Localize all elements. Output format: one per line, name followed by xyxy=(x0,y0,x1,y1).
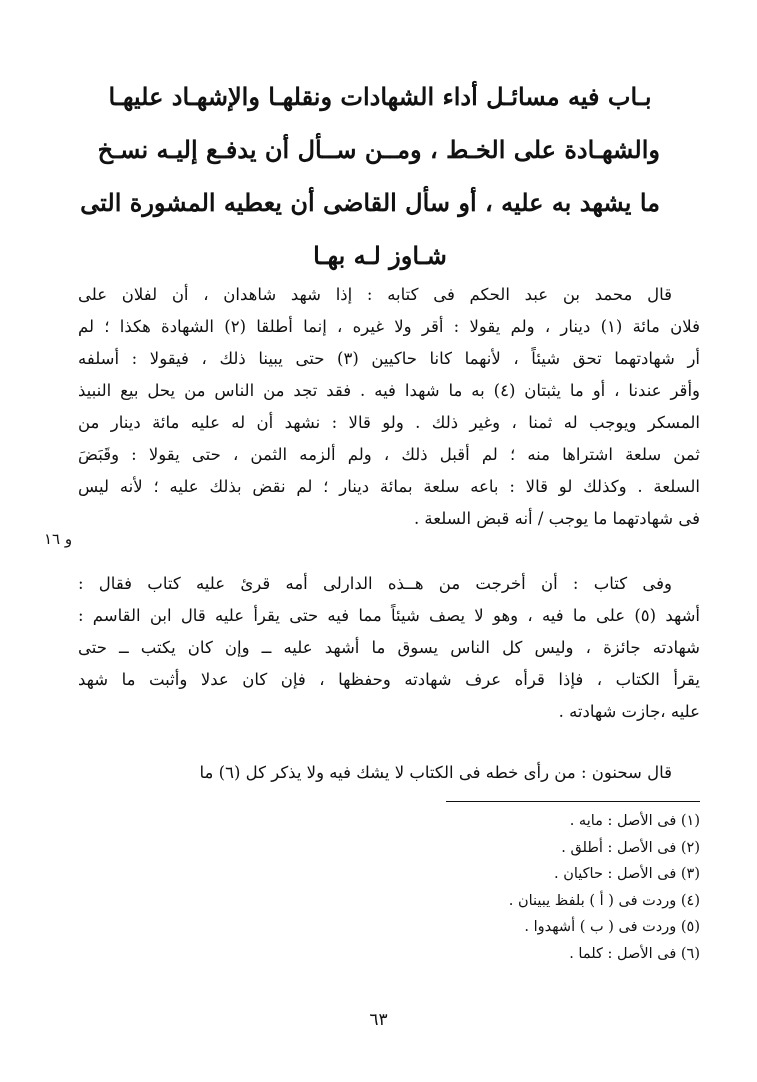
text-line: عليه ،جازت شهادته . xyxy=(558,702,700,721)
text-line: فى شهادتهما ما يوجب / أنه قبض السلعة . xyxy=(413,509,700,528)
title-line: ما يشهد به عليه ، أو سأل القاضى أن يعطيه المشورة التى xyxy=(80,188,660,217)
footnotes xyxy=(380,808,700,967)
text-line: يقرأ الكتاب ، فإذا قرأه عرف شهادته وحفظها ، فإن كان عدلا وأثبت ما شهد xyxy=(78,670,700,689)
title-line: والشهـادة على الخـط ، ومــن ســأل أن يدفـع إليـه نسـخ xyxy=(97,135,660,164)
footnote: (٥) وردت فى ( ب ) أشهدوا . xyxy=(524,919,700,935)
footnote: (٤) وردت فى ( أ ) بلفظ يبينان . xyxy=(508,892,700,909)
text-line: شهادته جائزة ، وليس كل الناس يسوق ما أشهد عليه ــ وإن كان يكتب ــ حتى xyxy=(78,638,700,657)
text-line: قال محمد بن عبد الحكم فى كتابه : إذا شهد شاهدان ، أن لفلان على xyxy=(78,285,672,304)
title-line: بـاب فيه مسائـل أداء الشهادات ونقلهـا والإشهـاد عليهـا xyxy=(108,82,652,111)
paragraph-3 xyxy=(78,757,700,789)
paragraph-2 xyxy=(78,568,700,728)
text-line: أشهد (٥) على ما فيه ، وهو لا يصف شيئاً مما فيه حتى يقرأ عليه قال ابن القاسم : xyxy=(78,606,700,625)
text-line: وفى كتاب : أن أخرجت من هــذه الدارلى أمه قرئ عليه كتاب فقال : xyxy=(78,574,672,593)
text-line: ثمن سلعة اشتراها منه ؛ لم أقبل ذلك ، ولم ألزمه الثمن ، حتى يقولا : وقَبَضَ xyxy=(78,445,700,464)
text-line: قال سحنون : من رأى خطه فى الكتاب لا يشك فيه ولا يذكر كل (٦) ما xyxy=(199,763,672,782)
text-line: المسكر ويوجب له ثمنا ، وغير ذلك . ولو قالا : نشهد أن له عليه مائة دينار من xyxy=(78,413,700,432)
paragraph-1 xyxy=(78,279,700,535)
text-line: السلعة . وكذلك لو قالا : باعه سلعة بمائة دينار ؛ لم نقض بذلك عليه ؛ لأنه ليس xyxy=(78,477,700,496)
footnote: (٦) فى الأصل : كلما . xyxy=(569,945,700,962)
chapter-title xyxy=(80,70,660,282)
footnote: (٢) فى الأصل : أطلق . xyxy=(561,839,700,856)
text-line: فلان مائة (١) دينار ، ولم يقولا : أقر ولا غيره ، إنما أطلقا (٢) الشهادة هكذا ؛ لم xyxy=(78,317,700,336)
footnote: (٣) فى الأصل : حاكيان . xyxy=(553,866,700,882)
text-line: وأقر عندنا ، أو ما يثبتان (٤) به ما شهدا فيه . فقد تجد من الناس من يحل بيع النبيذ xyxy=(78,381,700,400)
footnote-divider xyxy=(446,801,700,802)
title-line: شـاوز لـه بهـا xyxy=(313,241,447,270)
text-line: أر شهادتهما تحق شيئاً ، لأنهما كانا حاكيين (٣) حتى يبينا ذلك ، فيقولا : أسلفه xyxy=(78,349,700,368)
page-number: ٦٣ xyxy=(369,1010,388,1030)
margin-folio-note: و ١٦ xyxy=(44,530,73,548)
footnote: (١) فى الأصل : مايه . xyxy=(569,813,700,829)
